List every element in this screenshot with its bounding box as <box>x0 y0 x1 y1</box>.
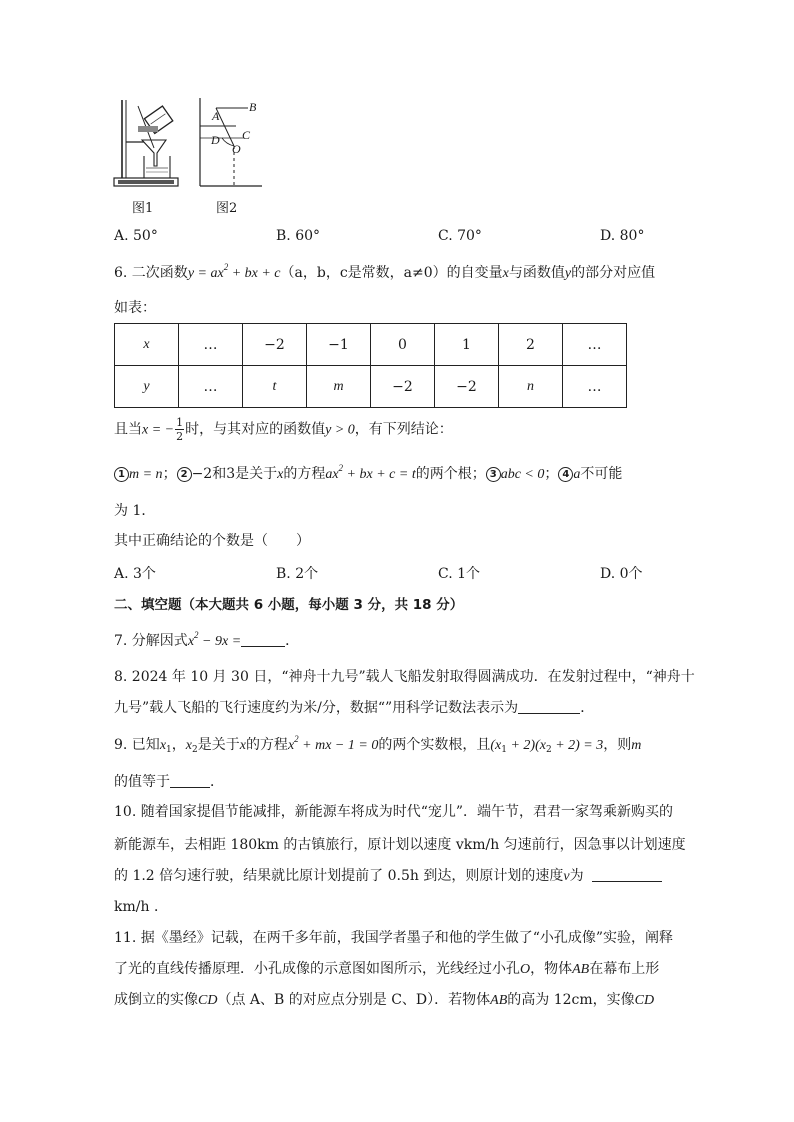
q6-statements-wrap: 为 1． <box>114 503 156 519</box>
q6-stem: 6. 二次函数$y = ax^2$ + bx + c（a，b，c是常数，a≠0）的自变量x与函数值y的部分对应值 <box>114 262 656 281</box>
figure-2-label-o: O <box>232 142 241 156</box>
table-cell: −2 <box>243 324 307 366</box>
circled-1-icon: 1 <box>114 467 129 482</box>
table-cell: 1 <box>435 324 499 366</box>
q5-option-a[interactable]: A. 50° <box>114 228 158 244</box>
section-2-heading: 二、填空题（本大题共 6 小题，每小题 3 分，共 18 分） <box>114 597 464 613</box>
circled-3-icon: 3 <box>486 467 501 482</box>
table-cell: 0 <box>371 324 435 366</box>
table-cell: m <box>307 366 371 408</box>
table-cell: … <box>563 324 627 366</box>
q6-value-table <box>114 323 627 408</box>
q6-statements: 1 m = n； 2 −2和3是关于x的方程$ax^2$ + bx + c = t的两个根； 3 abc < 0； 4 a不可能 <box>114 463 622 483</box>
q10-line-1: 10. 随着国家提倡节能减排，新能源车将成为时代“宠儿”．端午节，君君一家驾乘新购买的 <box>114 804 674 820</box>
table-cell: … <box>179 366 243 408</box>
q7-answer-blank[interactable] <box>241 632 285 647</box>
table-cell: −1 <box>307 324 371 366</box>
circled-4-icon: 4 <box>558 467 573 482</box>
q6-table-intro: 如表： <box>114 300 156 316</box>
q6-option-b[interactable]: B. 2个 <box>276 566 319 582</box>
q8-line-1: 8. 2024 年 10 月 30 日，“神舟十九号”载人飞船发射取得圆满成功．在发射过程中，“神舟十 <box>114 669 695 685</box>
figure-2-label-d: D <box>211 133 220 147</box>
q6-question: 其中正确结论的个数是（ ） <box>114 533 310 549</box>
table-cell: … <box>179 324 243 366</box>
figure-2-caption: 图2 <box>216 201 238 216</box>
q7: 7. 分解因式$x^2 - 9x$ = ． <box>114 630 300 649</box>
figure-2-label-c: C <box>242 128 251 142</box>
figure-1-caption: 图1 <box>132 201 154 216</box>
q10-line-3: 的 1.2 倍匀速行驶，结果就比原计划提前了 0.5h 到达，则原计划的速度v为 <box>114 865 662 885</box>
table-row <box>115 366 627 408</box>
q8-answer-blank[interactable] <box>518 699 580 714</box>
q11-line-1: 11. 据《墨经》记载，在两千多年前，我国学者墨子和他的学生做了“小孔成像”实验，阐释 <box>114 930 674 946</box>
table-cell: t <box>243 366 307 408</box>
q10-line-4: km/h ． <box>114 899 168 915</box>
figure-2-label-b: B <box>249 100 257 114</box>
q11-line-2: 了光的直线传播原理．小孔成像的示意图如图所示，光线经过小孔O，物体AB在幕布上形 <box>114 961 660 977</box>
q6-option-a[interactable]: A. 3个 <box>114 566 156 582</box>
figure-1-lab-apparatus <box>108 96 183 191</box>
q5-option-c[interactable]: C. 70° <box>438 228 482 244</box>
fraction-one-half: $\frac{1}{2}$ <box>176 416 184 443</box>
q9-line-1: 9. 已知$x_1$，$x_2$是关于x的方程$x^2$ + mx − 1 = 0的两个实数根，且$(x_1 + 2)(x_2 + 2) = 3$，则m <box>114 734 642 755</box>
q6-condition: 且当x = − $\frac{1}{2}$ 时，与其对应的函数值y > 0，有下列结论： <box>114 416 453 443</box>
q10-line-2: 新能源车，去相距 180km 的古镇旅行，原计划以速度 vkm/h 匀速前行，因急事以计划速度 <box>114 837 686 853</box>
q8-line-2: 九号”载人飞船的飞行速度约为米/分，数据“”用科学记数法表示为 ． <box>114 700 595 716</box>
q11-line-3: 成倒立的实像CD（点 A、B 的对应点分别是 C、D）．若物体AB的高为 12cm，实像CD <box>114 992 655 1008</box>
q9-answer-blank[interactable] <box>170 773 210 788</box>
table-cell: n <box>499 366 563 408</box>
table-cell: … <box>563 366 627 408</box>
table-cell: −2 <box>371 366 435 408</box>
circled-2-icon: 2 <box>177 467 192 482</box>
q5-option-d[interactable]: D. 80° <box>600 228 645 244</box>
table-cell: −2 <box>435 366 499 408</box>
table-cell: 2 <box>499 324 563 366</box>
figure-2-label-a: A <box>212 109 220 123</box>
q6-option-d[interactable]: D. 0个 <box>600 566 643 582</box>
q5-option-b[interactable]: B. 60° <box>276 228 321 244</box>
q9-line-2: 的值等于 ． <box>114 774 224 790</box>
table-row <box>115 324 627 366</box>
q10-answer-blank[interactable] <box>592 867 662 882</box>
table-cell: x <box>115 324 179 366</box>
table-cell: y <box>115 366 179 408</box>
q6-option-c[interactable]: C. 1个 <box>438 566 481 582</box>
